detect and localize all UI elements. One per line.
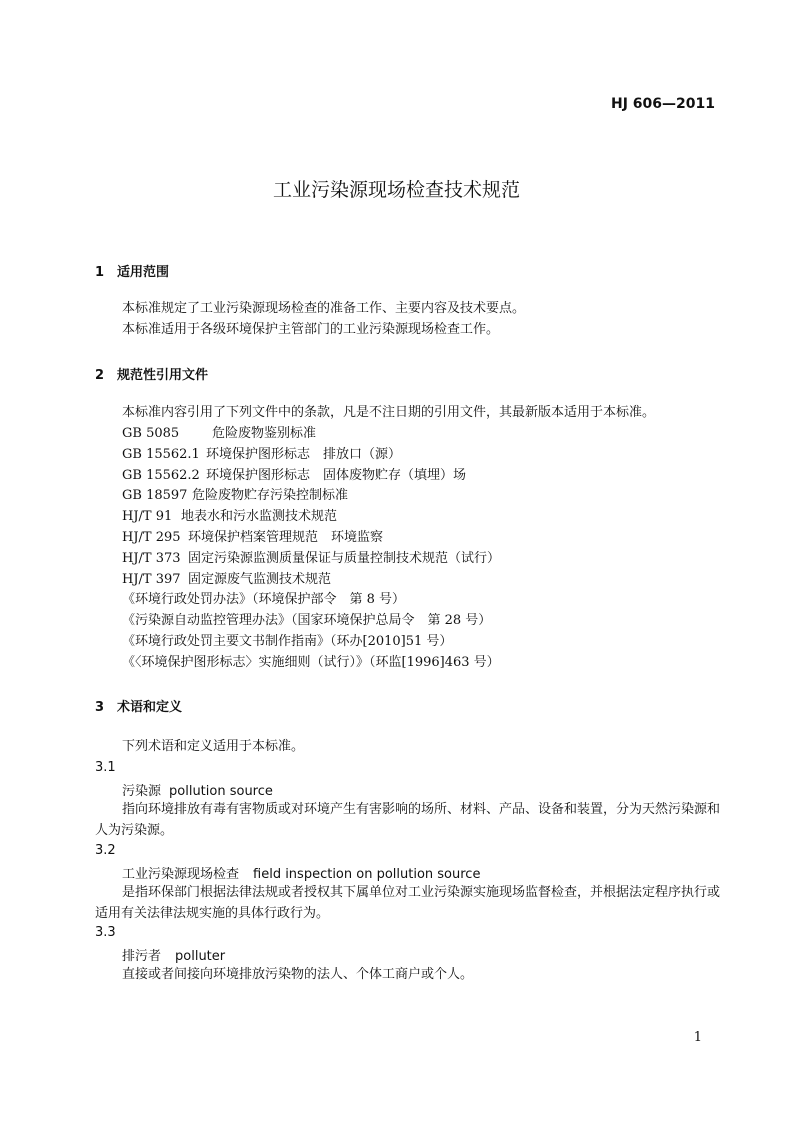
- reference-name: 危险废物贮存污染控制标准: [192, 488, 349, 504]
- reference-item: [122, 466, 500, 487]
- section-2-number: 2: [95, 368, 105, 383]
- page-number: 1: [693, 1030, 702, 1045]
- term-3-1-heading: [122, 780, 273, 799]
- reference-name: 危险废物鉴别标准: [212, 426, 317, 441]
- section-1-title: 适用范围: [117, 265, 170, 280]
- reference-item: [122, 445, 500, 466]
- term-3-2-cn: 工业污染源现场检查: [122, 867, 240, 882]
- reference-code: GB 15562.2: [122, 467, 200, 483]
- reference-item: [122, 528, 500, 549]
- section-2-intro: 本标准内容引用了下列文件中的条款，凡是不注日期的引用文件，其最新版本适用于本标准。: [122, 405, 656, 420]
- reference-name: 环境保护图形标志 固体废物贮存（填埋）场: [206, 467, 467, 483]
- term-3-1-en: pollution source: [169, 784, 273, 799]
- reference-code: GB 15562.1: [122, 446, 200, 462]
- section-1-paragraph-2: 本标准适用于各级环境保护主管部门的工业污染源现场检查工作。: [122, 322, 500, 337]
- reference-list: [122, 424, 500, 674]
- reference-name: 固定源废气监测技术规范: [188, 571, 332, 587]
- section-3-heading: [95, 696, 182, 715]
- reference-item: [122, 549, 500, 570]
- reference-code: GB 18597: [122, 488, 188, 504]
- reference-code: HJ/T 373: [122, 550, 181, 566]
- term-3-3-cn: 排污者: [122, 949, 162, 964]
- reference-code: HJ/T 295: [122, 529, 181, 545]
- section-1-number: 1: [95, 265, 105, 280]
- reference-name: 环境保护档案管理规范 环境监察: [188, 529, 384, 545]
- reference-item: [122, 611, 500, 632]
- section-1-heading: [95, 261, 169, 280]
- term-3-3-heading: [122, 945, 225, 964]
- reference-name: 《环境行政处罚办法》（环境保护部令 第 8 号）: [122, 592, 406, 608]
- standard-code: HJ 606—2011: [611, 96, 715, 112]
- document-title: 工业污染源现场检查技术规范: [272, 179, 520, 201]
- term-3-3-en: polluter: [175, 949, 226, 964]
- reference-item: [122, 570, 500, 591]
- term-3-1-cn: 污染源: [122, 784, 162, 799]
- reference-name: 环境保护图形标志 排放口（源）: [206, 446, 402, 462]
- reference-name: 地表水和污水监测技术规范: [181, 509, 338, 525]
- reference-code: GB 5085: [122, 426, 180, 441]
- term-3-3-definition: 直接或者间接向环境排放污染物的法人、个体工商户或个人。: [122, 967, 474, 982]
- section-3-number: 3: [95, 700, 105, 715]
- reference-item: [122, 590, 500, 611]
- reference-name: 《环境行政处罚主要文书制作指南》（环办[2010]51 号）: [122, 633, 453, 649]
- reference-name: 固定污染源监测质量保证与质量控制技术规范（试行）: [188, 550, 501, 566]
- reference-item: [122, 424, 500, 445]
- reference-code: HJ/T 397: [122, 571, 181, 587]
- section-1-paragraph-1: 本标准规定了工业污染源现场检查的准备工作、主要内容及技术要点。: [122, 301, 526, 316]
- reference-code: HJ/T 91: [122, 509, 173, 525]
- section-3-title: 术语和定义: [117, 700, 183, 715]
- term-3-2-number: 3.2: [95, 843, 116, 858]
- reference-name: 《〈环境保护图形标志〉实施细则（试行）》（环监[1996]463 号）: [122, 654, 500, 670]
- section-3-intro: 下列术语和定义适用于本标准。: [122, 739, 305, 754]
- term-3-2-en: field inspection on pollution source: [253, 867, 481, 882]
- term-3-3-number: 3.3: [95, 925, 116, 940]
- section-2-title: 规范性引用文件: [117, 368, 209, 383]
- term-3-2-heading: [122, 863, 480, 882]
- reference-item: [122, 486, 500, 507]
- reference-item: [122, 632, 500, 653]
- reference-item: [122, 507, 500, 528]
- reference-name: 《污染源自动监控管理办法》（国家环境保护总局令 第 28 号）: [122, 613, 492, 629]
- section-2-heading: [95, 364, 208, 383]
- term-3-1-definition: 指向环境排放有毒有害物质或对环境产生有害影响的场所、材料、产品、设备和装置，分为天然污染源和人为污染源。: [95, 802, 721, 838]
- term-3-2-definition: 是指环保部门根据法律法规或者授权其下属单位对工业污染源实施现场监督检查，并根据法定程序执行或适用有关法律法规实施的具体行政行为。: [95, 885, 721, 921]
- reference-item: [122, 653, 500, 674]
- term-3-1-number: 3.1: [95, 760, 116, 775]
